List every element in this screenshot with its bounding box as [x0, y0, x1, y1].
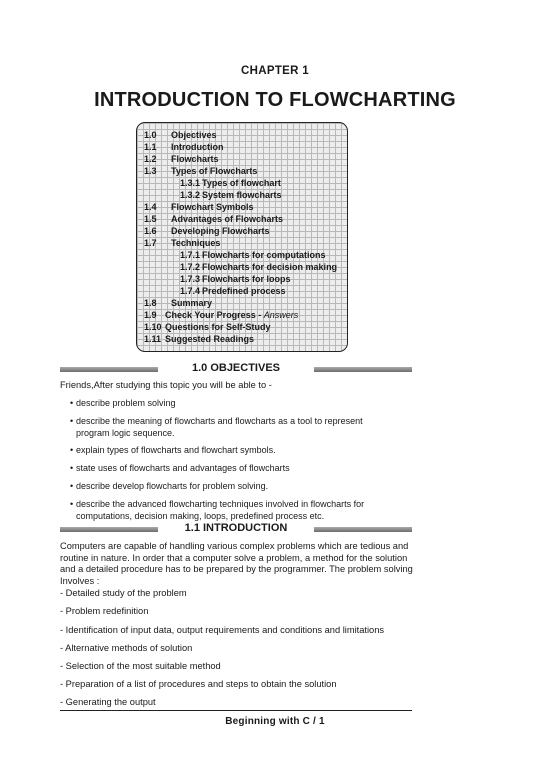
toc-item: 1.6 Developing Flowcharts — [144, 226, 270, 236]
step-item: - Alternative methods of solution — [60, 643, 193, 653]
step-item: - Detailed study of the problem — [60, 588, 187, 598]
toc-item: 1.10 Questions for Self-Study — [144, 322, 271, 332]
toc-subitem: 1.3.2 System flowcharts — [180, 190, 282, 200]
bullet-item: • describe the advanced flowcharting techniques involved in flowcharts for computations, decision making, loops, predefined process etc. — [70, 499, 365, 521]
objectives-intro: Friends,After studying this topic you will be able to - — [60, 380, 272, 390]
step-item: - Selection of the most suitable method — [60, 661, 221, 671]
step-item: - Preparation of a list of procedures and steps to obtain the solution — [60, 679, 337, 689]
toc-item: 1.4 Flowchart Symbols — [144, 202, 254, 212]
bullet-item: • describe develop flowcharts for problem solving. — [70, 481, 269, 491]
toc-item: 1.3 Types of Flowcharts — [144, 166, 258, 176]
toc-subitem: 1.3.1 Types of flowchart — [180, 178, 281, 188]
chapter-label: CHAPTER 1 — [241, 65, 309, 77]
bullet-item: • explain types of flowcharts and flowchart symbols. — [70, 445, 276, 455]
toc-item: 1.7 Techniques — [144, 238, 221, 248]
bullet-icon: • — [70, 463, 74, 473]
page-footer: Beginning with C / 1 — [225, 716, 325, 727]
objectives-header — [60, 363, 412, 375]
bullet-item: • describe problem solving — [70, 398, 176, 408]
toc-item: 1.1 Introduction — [144, 142, 224, 152]
table-of-contents — [136, 122, 348, 352]
footer-divider — [60, 710, 412, 711]
bullet-item: • describe the meaning of flowcharts and flowcharts as a tool to represent program logic sequence. — [70, 416, 363, 438]
toc-item: 1.9 Check Your Progress - Answers — [144, 310, 299, 320]
header-bar-right — [314, 367, 412, 372]
toc-item: 1.2 Flowcharts — [144, 154, 219, 164]
section-title: 1.1 INTRODUCTION — [184, 522, 288, 534]
bullet-icon: • — [70, 481, 74, 491]
section-title: 1.0 OBJECTIVES — [191, 362, 281, 374]
step-item: - Generating the output — [60, 697, 156, 707]
bullet-icon: • — [70, 416, 74, 426]
header-bar-right — [314, 527, 412, 532]
bullet-item: • state uses of flowcharts and advantages of flowcharts — [70, 463, 290, 473]
toc-subitem: 1.7.3 Flowcharts for loops — [180, 274, 291, 284]
step-item: - Identification of input data, output requirements and conditions and limitations — [60, 625, 385, 635]
toc-subitem: 1.7.1 Flowcharts for computations — [180, 250, 326, 260]
toc-item: 1.5 Advantages of Flowcharts — [144, 214, 284, 224]
toc-subitem: 1.7.4 Predefined process — [180, 286, 286, 296]
bullet-icon: • — [70, 499, 74, 509]
step-item: - Problem redefinition — [60, 606, 149, 616]
introduction-paragraph: Computers are capable of handling various complex problems which are tedious and routine in nature. In order that a computer solve a problem, a method for the solution and a detailed procedure has to be prepared by the programmer. The problem solving Involves : — [60, 541, 413, 586]
toc-item: 1.0 Objectives — [144, 130, 217, 140]
bullet-icon: • — [70, 398, 74, 408]
introduction-header — [60, 523, 412, 535]
toc-item: 1.8 Summary — [144, 298, 213, 308]
toc-item: 1.11 Suggested Readings — [144, 334, 255, 344]
toc-subitem: 1.7.2 Flowcharts for decision making — [180, 262, 338, 272]
bullet-icon: • — [70, 445, 74, 455]
chapter-title: INTRODUCTION TO FLOWCHARTING — [94, 89, 456, 111]
